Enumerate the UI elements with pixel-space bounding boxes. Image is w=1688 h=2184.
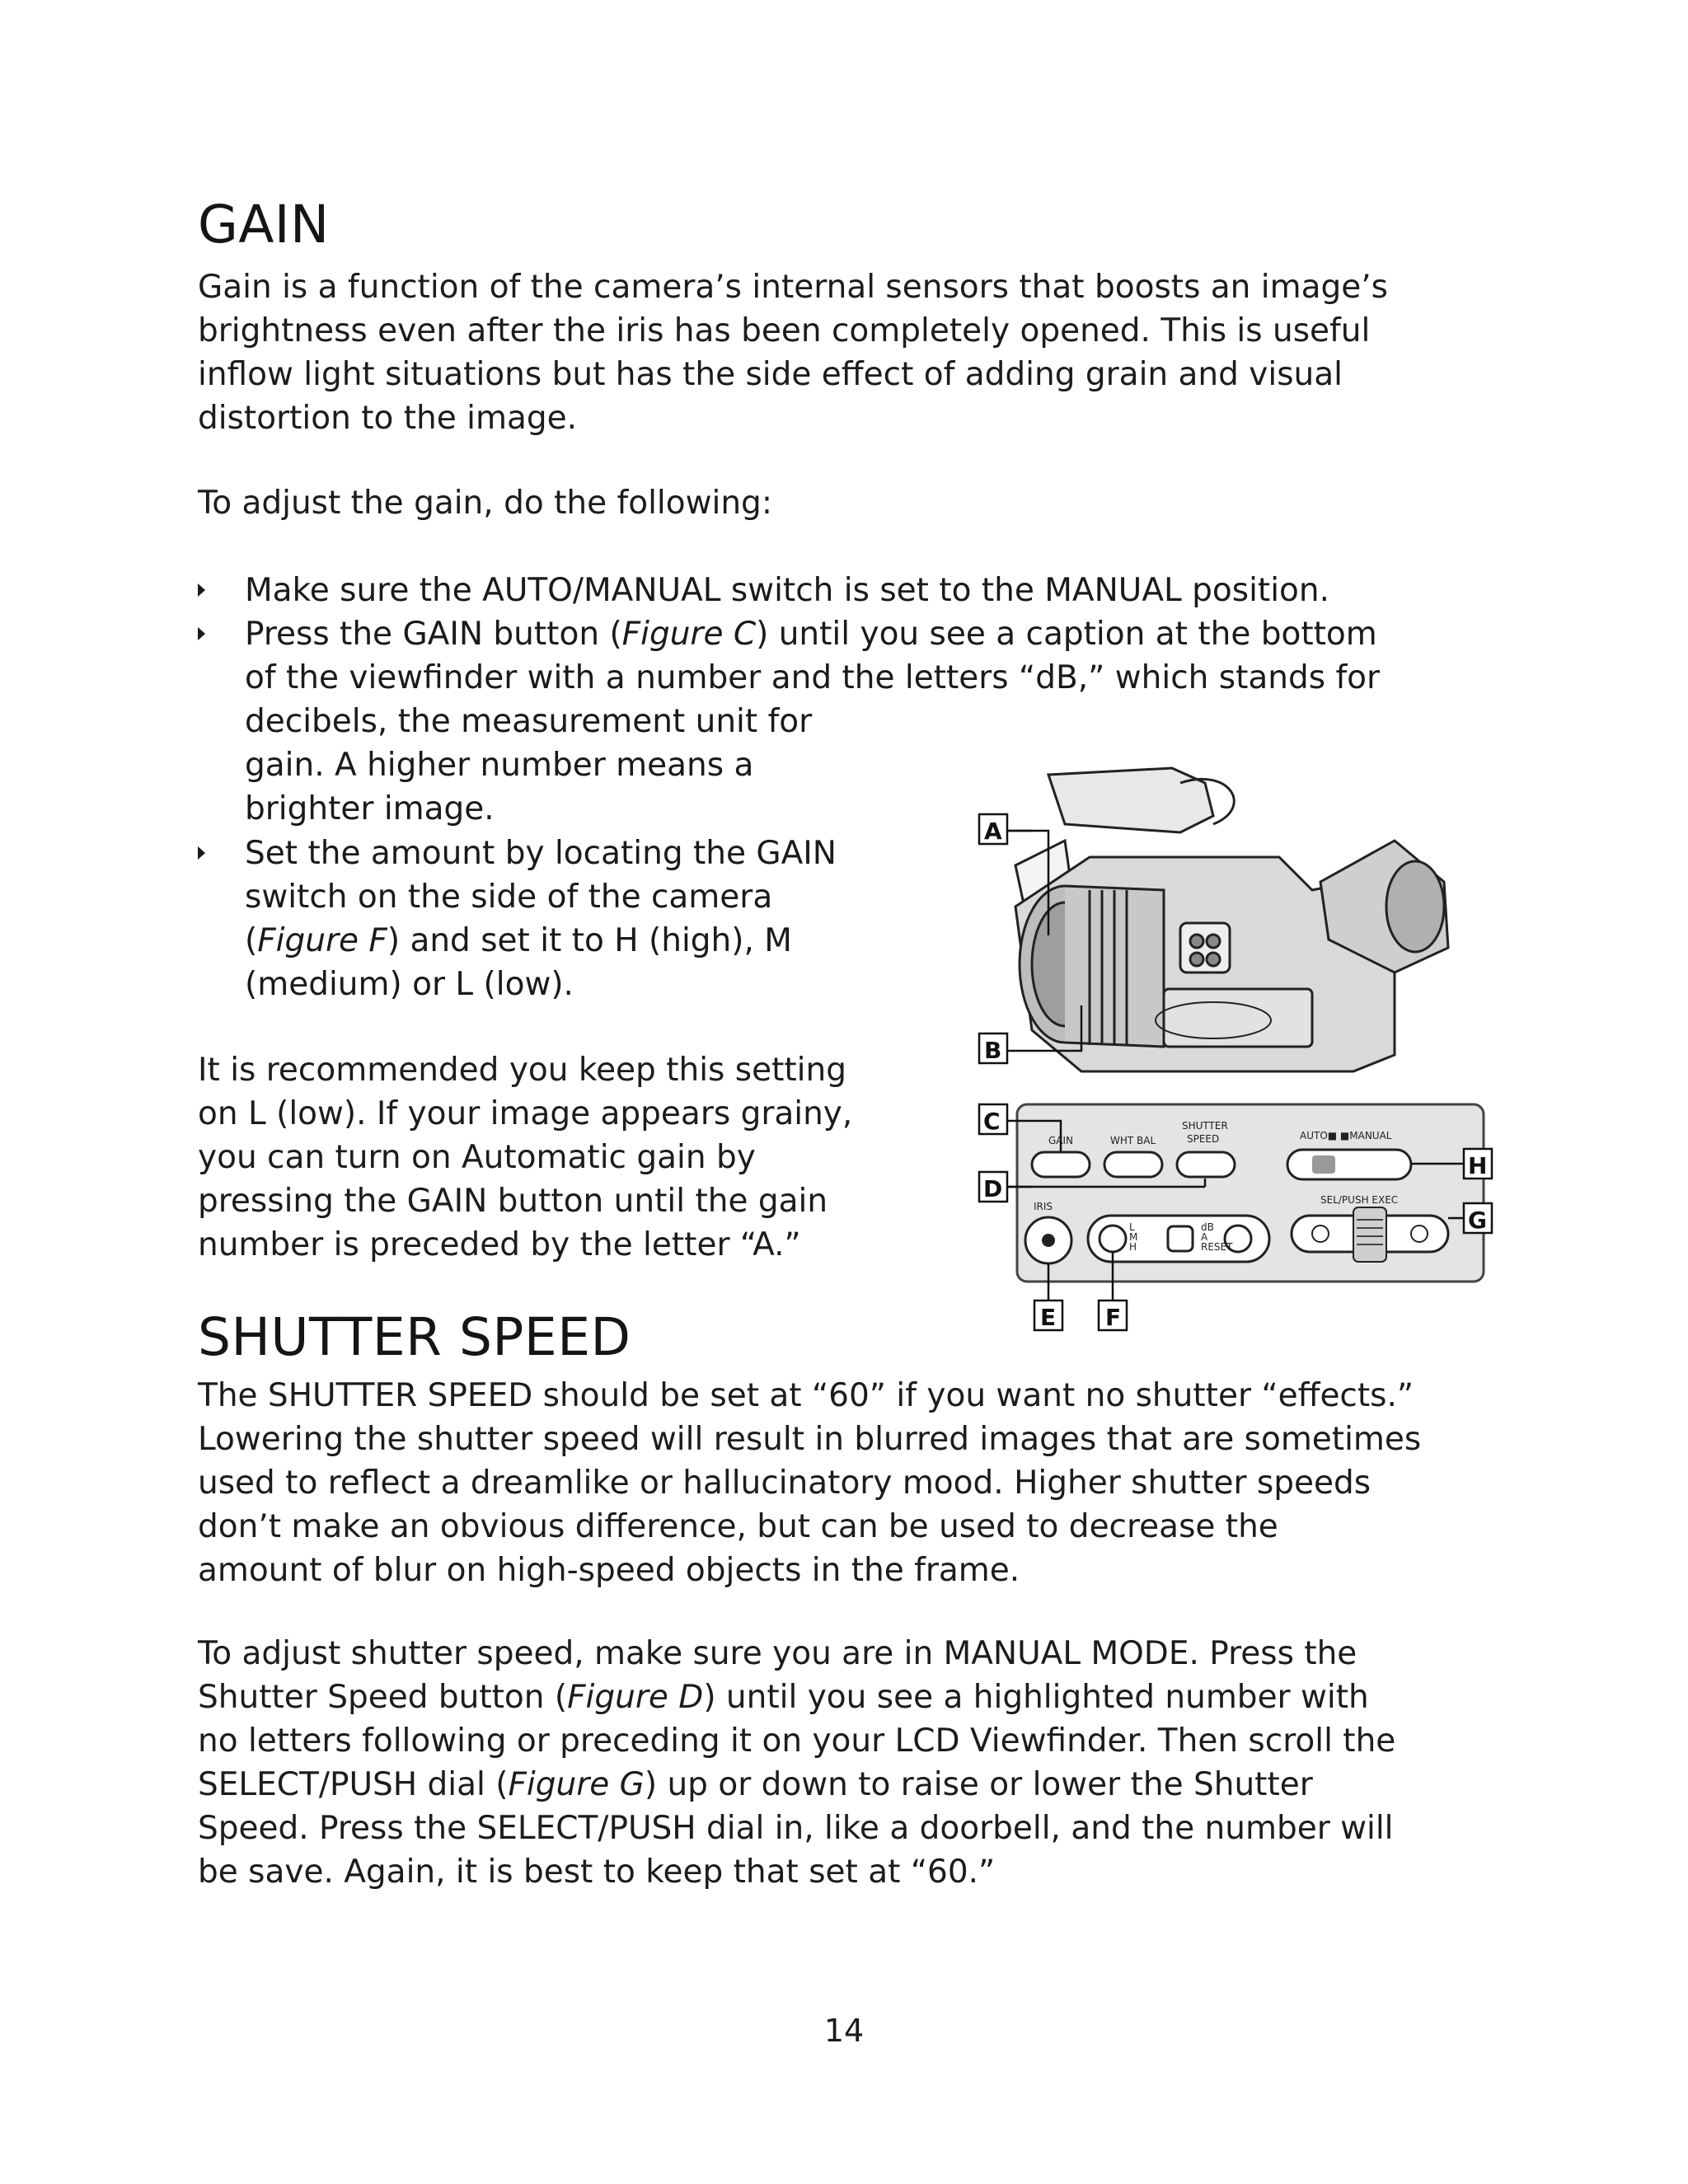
figure-reference: Figure G <box>508 1766 645 1803</box>
list-item-text: Make sure the AUTO/MANUAL switch is set to the MANUAL position. <box>245 572 1330 609</box>
gain-heading: GAIN <box>198 194 330 255</box>
figure-reference: Figure C <box>621 616 757 653</box>
panel-label-iris: IRIS <box>1034 1201 1053 1212</box>
callout-b <box>979 1033 1007 1064</box>
bullet-arrow-icon <box>198 627 205 640</box>
callout-a <box>979 814 1007 845</box>
control-panel <box>1017 1104 1484 1282</box>
camera-illustration <box>966 758 1493 1335</box>
panel-label-sel-push-exec: SEL/PUSH EXEC <box>1320 1194 1399 1206</box>
svg-text:H: H <box>1468 1152 1488 1179</box>
page-number: 14 <box>823 2013 865 2049</box>
panel-label-speed: SPEED <box>1187 1133 1220 1145</box>
figure-reference: Figure F <box>257 922 387 959</box>
svg-text:C: C <box>983 1108 1001 1135</box>
camera-figure <box>966 758 1493 1335</box>
figure-reference: Figure D <box>567 1679 704 1716</box>
gain-intro-paragraph: Gain is a function of the camera’s internal sensors that boosts an image’s brightness even after the iris has been completely opened. This is useful inflow light situations but has the side effect of adding grain and visual distortion to the image. <box>198 269 1388 437</box>
auto-manual-switch-drawing <box>1287 1150 1411 1179</box>
shutter-speed-button-drawing <box>1177 1152 1235 1177</box>
panel-label-auto-manual: AUTO■ ■MANUAL <box>1300 1130 1392 1141</box>
svg-text:D: D <box>983 1175 1003 1202</box>
bullet-arrow-icon <box>198 583 205 597</box>
callout-c <box>979 1104 1007 1135</box>
shutter-speed-heading: SHUTTER SPEED <box>198 1307 631 1367</box>
svg-text:A: A <box>984 818 1002 845</box>
callout-f <box>1099 1301 1127 1331</box>
svg-text:E: E <box>1040 1304 1057 1331</box>
list-item-text: Press the GAIN button (Figure C) until you see a caption at the bottom of the viewfinder with a number and the letters “dB,” which stands for decibels, the measurement unit for gain. A higher number means a brighter image. <box>245 616 1381 827</box>
gain-adjust-intro: To adjust the gain, do the following: <box>198 485 772 522</box>
svg-text:F: F <box>1105 1304 1122 1331</box>
callout-d <box>979 1172 1007 1202</box>
shutter-speed-paragraph-2: To adjust shutter speed, make sure you are in MANUAL MODE. Press the Shutter Speed button (Figure D) until you see a highlighted number with no letters following or preceding it on your LCD Viewfinder. Then scroll the SELECT/PUSH dial (Figure G) up or down to raise or lower the Shutter Speed. Press the SELECT/PUSH dial in, like a doorbell, and the number will be save. Again, it is best to keep that set at “60.” <box>198 1635 1396 1891</box>
list-item-text: Set the amount by locating the GAIN switch on the side of the camera (Figure F) and set it to H (high), M (medium) or L (low). <box>245 835 837 1003</box>
panel-label-lmh: L M H <box>1129 1221 1138 1253</box>
svg-text:B: B <box>984 1037 1002 1064</box>
panel-label-shutter: SHUTTER <box>1182 1120 1228 1132</box>
panel-label-gain: GAIN <box>1048 1135 1074 1146</box>
wht-bal-button-drawing <box>1104 1152 1162 1177</box>
panel-label-wht-bal: WHT BAL <box>1110 1135 1156 1146</box>
svg-text:G: G <box>1468 1207 1487 1234</box>
callout-h <box>1464 1149 1492 1179</box>
panel-label-db-reset: dB A RESET <box>1201 1221 1233 1253</box>
gain-button-drawing <box>1032 1152 1090 1177</box>
callout-e <box>1034 1301 1062 1331</box>
shutter-speed-paragraph-1: The SHUTTER SPEED should be set at “60” if you want no shutter “effects.” Lowering the shutter speed will result in blurred images that are sometimes used to reflect a dreamlike or hallucinatory mood. Higher shutter speeds don’t make an obvious difference, but can be used to decrease the amount of blur on high-speed objects in the frame. <box>198 1377 1422 1589</box>
bullet-arrow-icon <box>198 846 205 860</box>
callout-g <box>1464 1203 1492 1234</box>
gain-recommendation-paragraph: It is recommended you keep this setting on L (low). If your image appears grainy, you can turn on Automatic gain by pressing the GAIN button until the gain number is preceded by the letter “A.” <box>198 1052 853 1263</box>
